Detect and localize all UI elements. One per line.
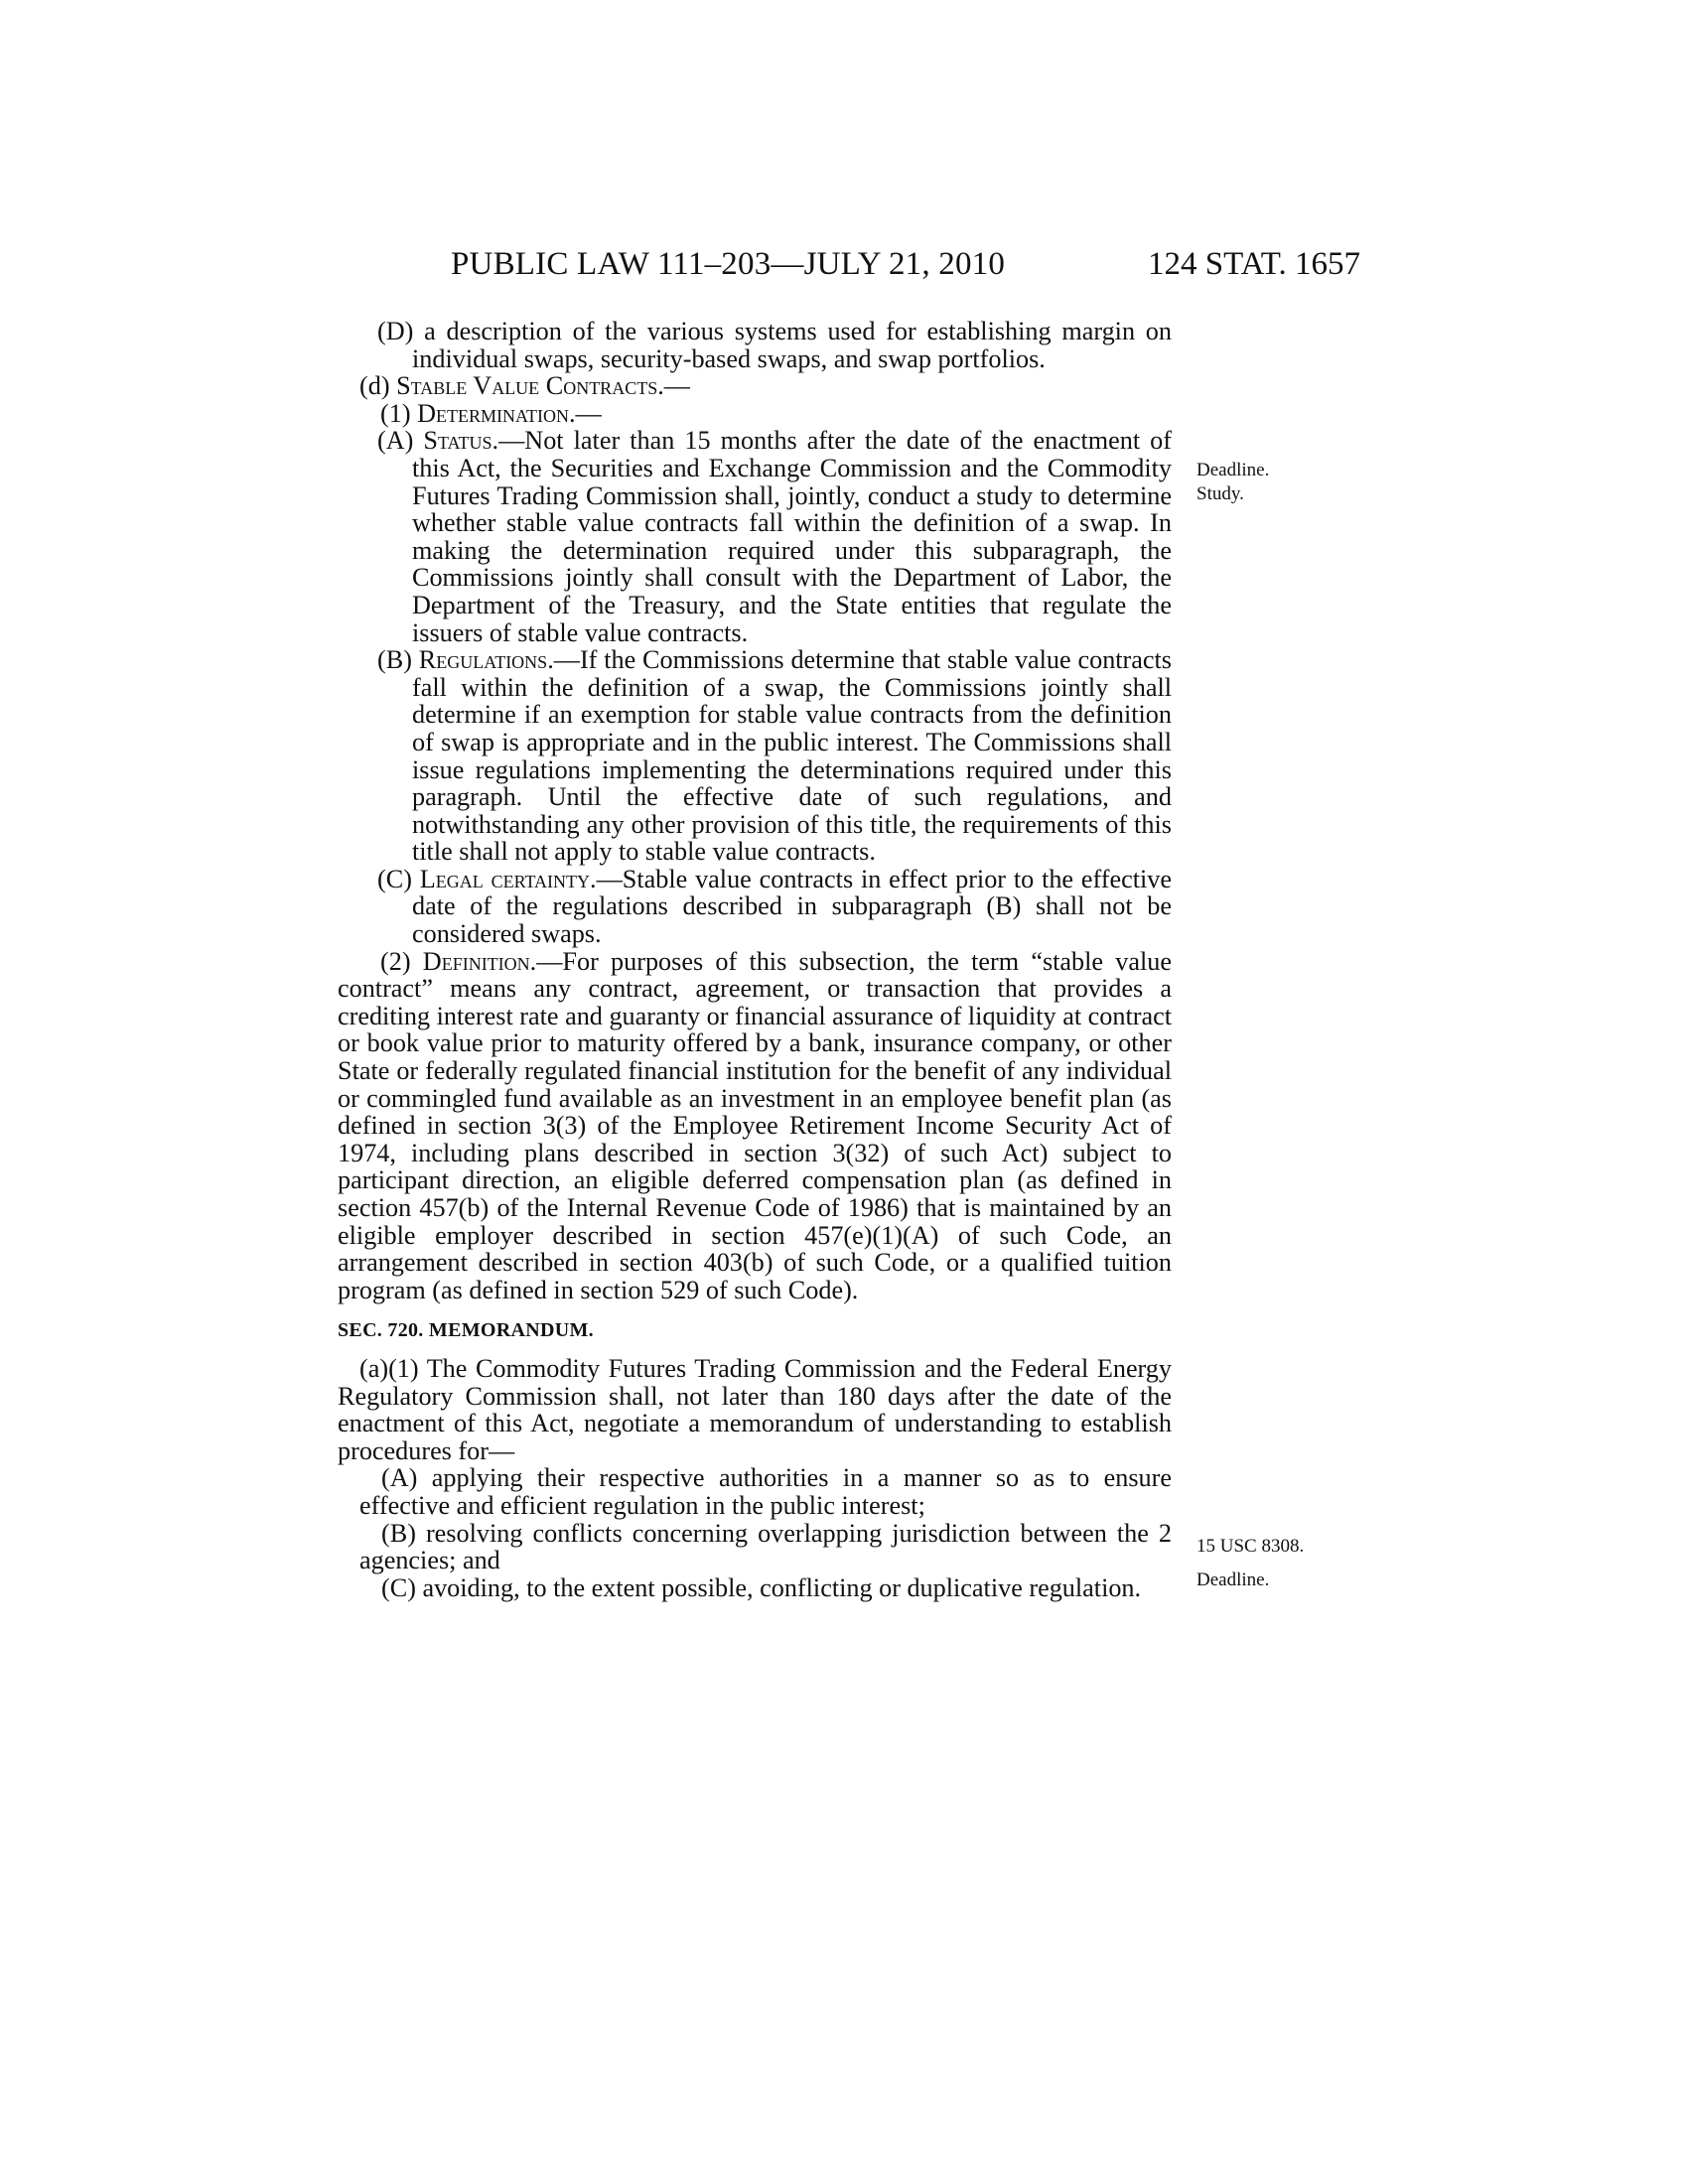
paragraph-1-prefix: (1)	[380, 398, 418, 428]
subparagraph-c-text: —Stable value contracts in effect prior to the effective date of the regulations described in subparagraph (B) shall not be considered swaps.	[412, 864, 1172, 949]
paragraph-2-definition	[338, 948, 1172, 1304]
subparagraph-c-prefix: (C)	[377, 864, 420, 893]
document-body	[338, 318, 1172, 1601]
subparagraph-a-prefix: (A)	[377, 426, 424, 456]
subsection-d-dash: —	[663, 371, 690, 401]
subsection-d-heading	[338, 372, 1172, 400]
margin-note-study: Study.	[1196, 483, 1244, 504]
memorandum-item-b: (B) resolving conflicts concerning overlapping jurisdiction between the 2 agencies; and	[359, 1518, 1172, 1575]
subparagraph-c-title: Legal certainty.	[419, 864, 597, 893]
paragraph-d-description: (D) a description of the various systems used for establishing margin on individual swaps, security-based swaps, and swap portfolios.	[377, 317, 1172, 373]
paragraph-2-prefix: (2)	[380, 946, 423, 976]
memorandum-item-c: (C) avoiding, to the extent possible, conflicting or duplicative regulation.	[381, 1572, 1142, 1602]
page-stat-number: 124 STAT. 1657	[1148, 246, 1361, 282]
paragraph-2-text: —For purposes of this subsection, the term “stable value contract” means any contract, agreement, or transaction that provides a crediting interest rate and guaranty or financial assurance of liquidity at contract or book value prior to maturity offered by a bank, insurance company, or other State or federally regulated financial institution for the benefit of any individual or commingled fund available as an investment in an employee benefit plan (as defined in section 3(3) of the Employee Retirement Income Security Act of 1974, including plans described in section 3(32) of such Act) subject to participant direction, an eligible deferred compensation plan (as defined in section 457(b) of the Internal Revenue Code of 1986) that is maintained by an eligible employer described in section 457(e)(1)(A) of such Code, an arrangement described in section 403(b) of such Code, or a qualified tuition program (as defined in section 529 of such Code).	[338, 946, 1172, 1304]
subparagraph-b-title: Regulations.	[418, 645, 554, 675]
margin-note-deadline-2: Deadline.	[1196, 1570, 1270, 1590]
running-header-title: PUBLIC LAW 111–203—JULY 21, 2010	[451, 246, 1006, 282]
section-720-heading: SEC. 720. MEMORANDUM.	[338, 1319, 594, 1342]
subparagraph-a-title: Status.	[423, 426, 499, 456]
subsection-d-prefix: (d)	[359, 371, 397, 401]
paragraph-1-title: Determination.	[417, 398, 576, 428]
paragraph-1-dash: —	[575, 398, 602, 428]
margin-note-usc: 15 USC 8308.	[1196, 1536, 1305, 1557]
subparagraph-b-text: —If the Commissions determine that stable value contracts fall within the definition of a swap, the Commissions jointly shall determine if an exemption for stable value contracts from the definition of swap is appropriate and in the public interest. The Commissions shall issue regulations implementing the determinations required under this paragraph. Until the effective date of such regulations, and notwithstanding any other provision of this title, the requirements of this title shall not apply to stable value contracts.	[412, 645, 1172, 867]
section-720-a1: (a)(1) The Commodity Futures Trading Commission and the Federal Energy Regulatory Commission shall, not later than 180 days after the date of the enactment of this Act, negotiate a memorandum of understanding to establish procedures for—	[338, 1353, 1172, 1465]
subparagraph-c-legal-certainty	[338, 866, 1172, 948]
margin-note-deadline: Deadline.	[1196, 460, 1270, 480]
paragraph-2-title: Definition.	[422, 946, 537, 976]
subsection-d-title: Stable Value Contracts.	[396, 371, 664, 401]
memorandum-item-a: (A) applying their respective authorities in a manner so as to ensure effective and efficient regulation in the public interest;	[359, 1463, 1172, 1520]
paragraph-1-heading	[338, 400, 1172, 428]
subparagraph-b-regulations	[338, 646, 1172, 866]
subparagraph-a-status	[338, 427, 1172, 646]
subparagraph-a-text: —Not later than 15 months after the date of the enactment of this Act, the Securities and Exchange Commission and the Commodity Futures Trading Commission shall, jointly, conduct a study to determine whether stable value contracts fall within the definition of a swap. In making the determination required under this subparagraph, the Commissions jointly shall consult with the Department of Labor, the Department of the Treasury, and the State entities that regulate the issuers of stable value contracts.	[412, 426, 1172, 647]
subparagraph-b-prefix: (B)	[377, 645, 419, 675]
